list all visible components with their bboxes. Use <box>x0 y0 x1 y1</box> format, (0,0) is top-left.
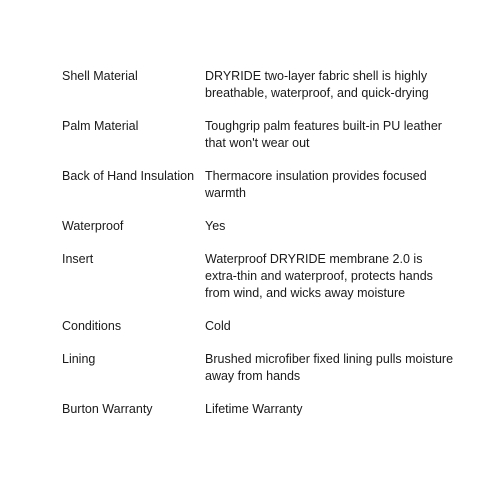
spec-row-shell-material <box>62 68 462 102</box>
spec-row-insert <box>62 251 462 302</box>
spec-row-palm-material <box>62 118 462 152</box>
spec-label: Burton Warranty <box>62 402 153 416</box>
spec-row-burton-warranty <box>62 401 462 418</box>
spec-label: Shell Material <box>62 69 138 83</box>
spec-label: Back of Hand Insulation <box>62 169 195 183</box>
spec-label: Lining <box>62 352 96 366</box>
spec-value: Toughgrip palm features built-in PU leather that won't wear out <box>205 119 442 150</box>
spec-label: Insert <box>62 252 94 266</box>
spec-row-back-of-hand-insulation <box>62 168 462 202</box>
spec-label: Waterproof <box>62 219 124 233</box>
spec-value: Yes <box>205 219 226 233</box>
spec-label: Palm Material <box>62 119 139 133</box>
spec-row-waterproof <box>62 218 462 235</box>
spec-value: Thermacore insulation provides focused warmth <box>205 169 427 200</box>
spec-value: Waterproof DRYRIDE membrane 2.0 is extra-thin and waterproof, protects hands from wind, and wicks away moisture <box>205 252 433 300</box>
spec-value: DRYRIDE two-layer fabric shell is highly breathable, waterproof, and quick-drying <box>205 69 429 100</box>
spec-value: Lifetime Warranty <box>205 402 303 416</box>
spec-table <box>62 68 462 434</box>
spec-value: Cold <box>205 319 231 333</box>
spec-row-conditions <box>62 318 462 335</box>
spec-row-lining <box>62 351 462 385</box>
spec-value: Brushed microfiber fixed lining pulls moisture away from hands <box>205 352 454 383</box>
spec-label: Conditions <box>62 319 122 333</box>
